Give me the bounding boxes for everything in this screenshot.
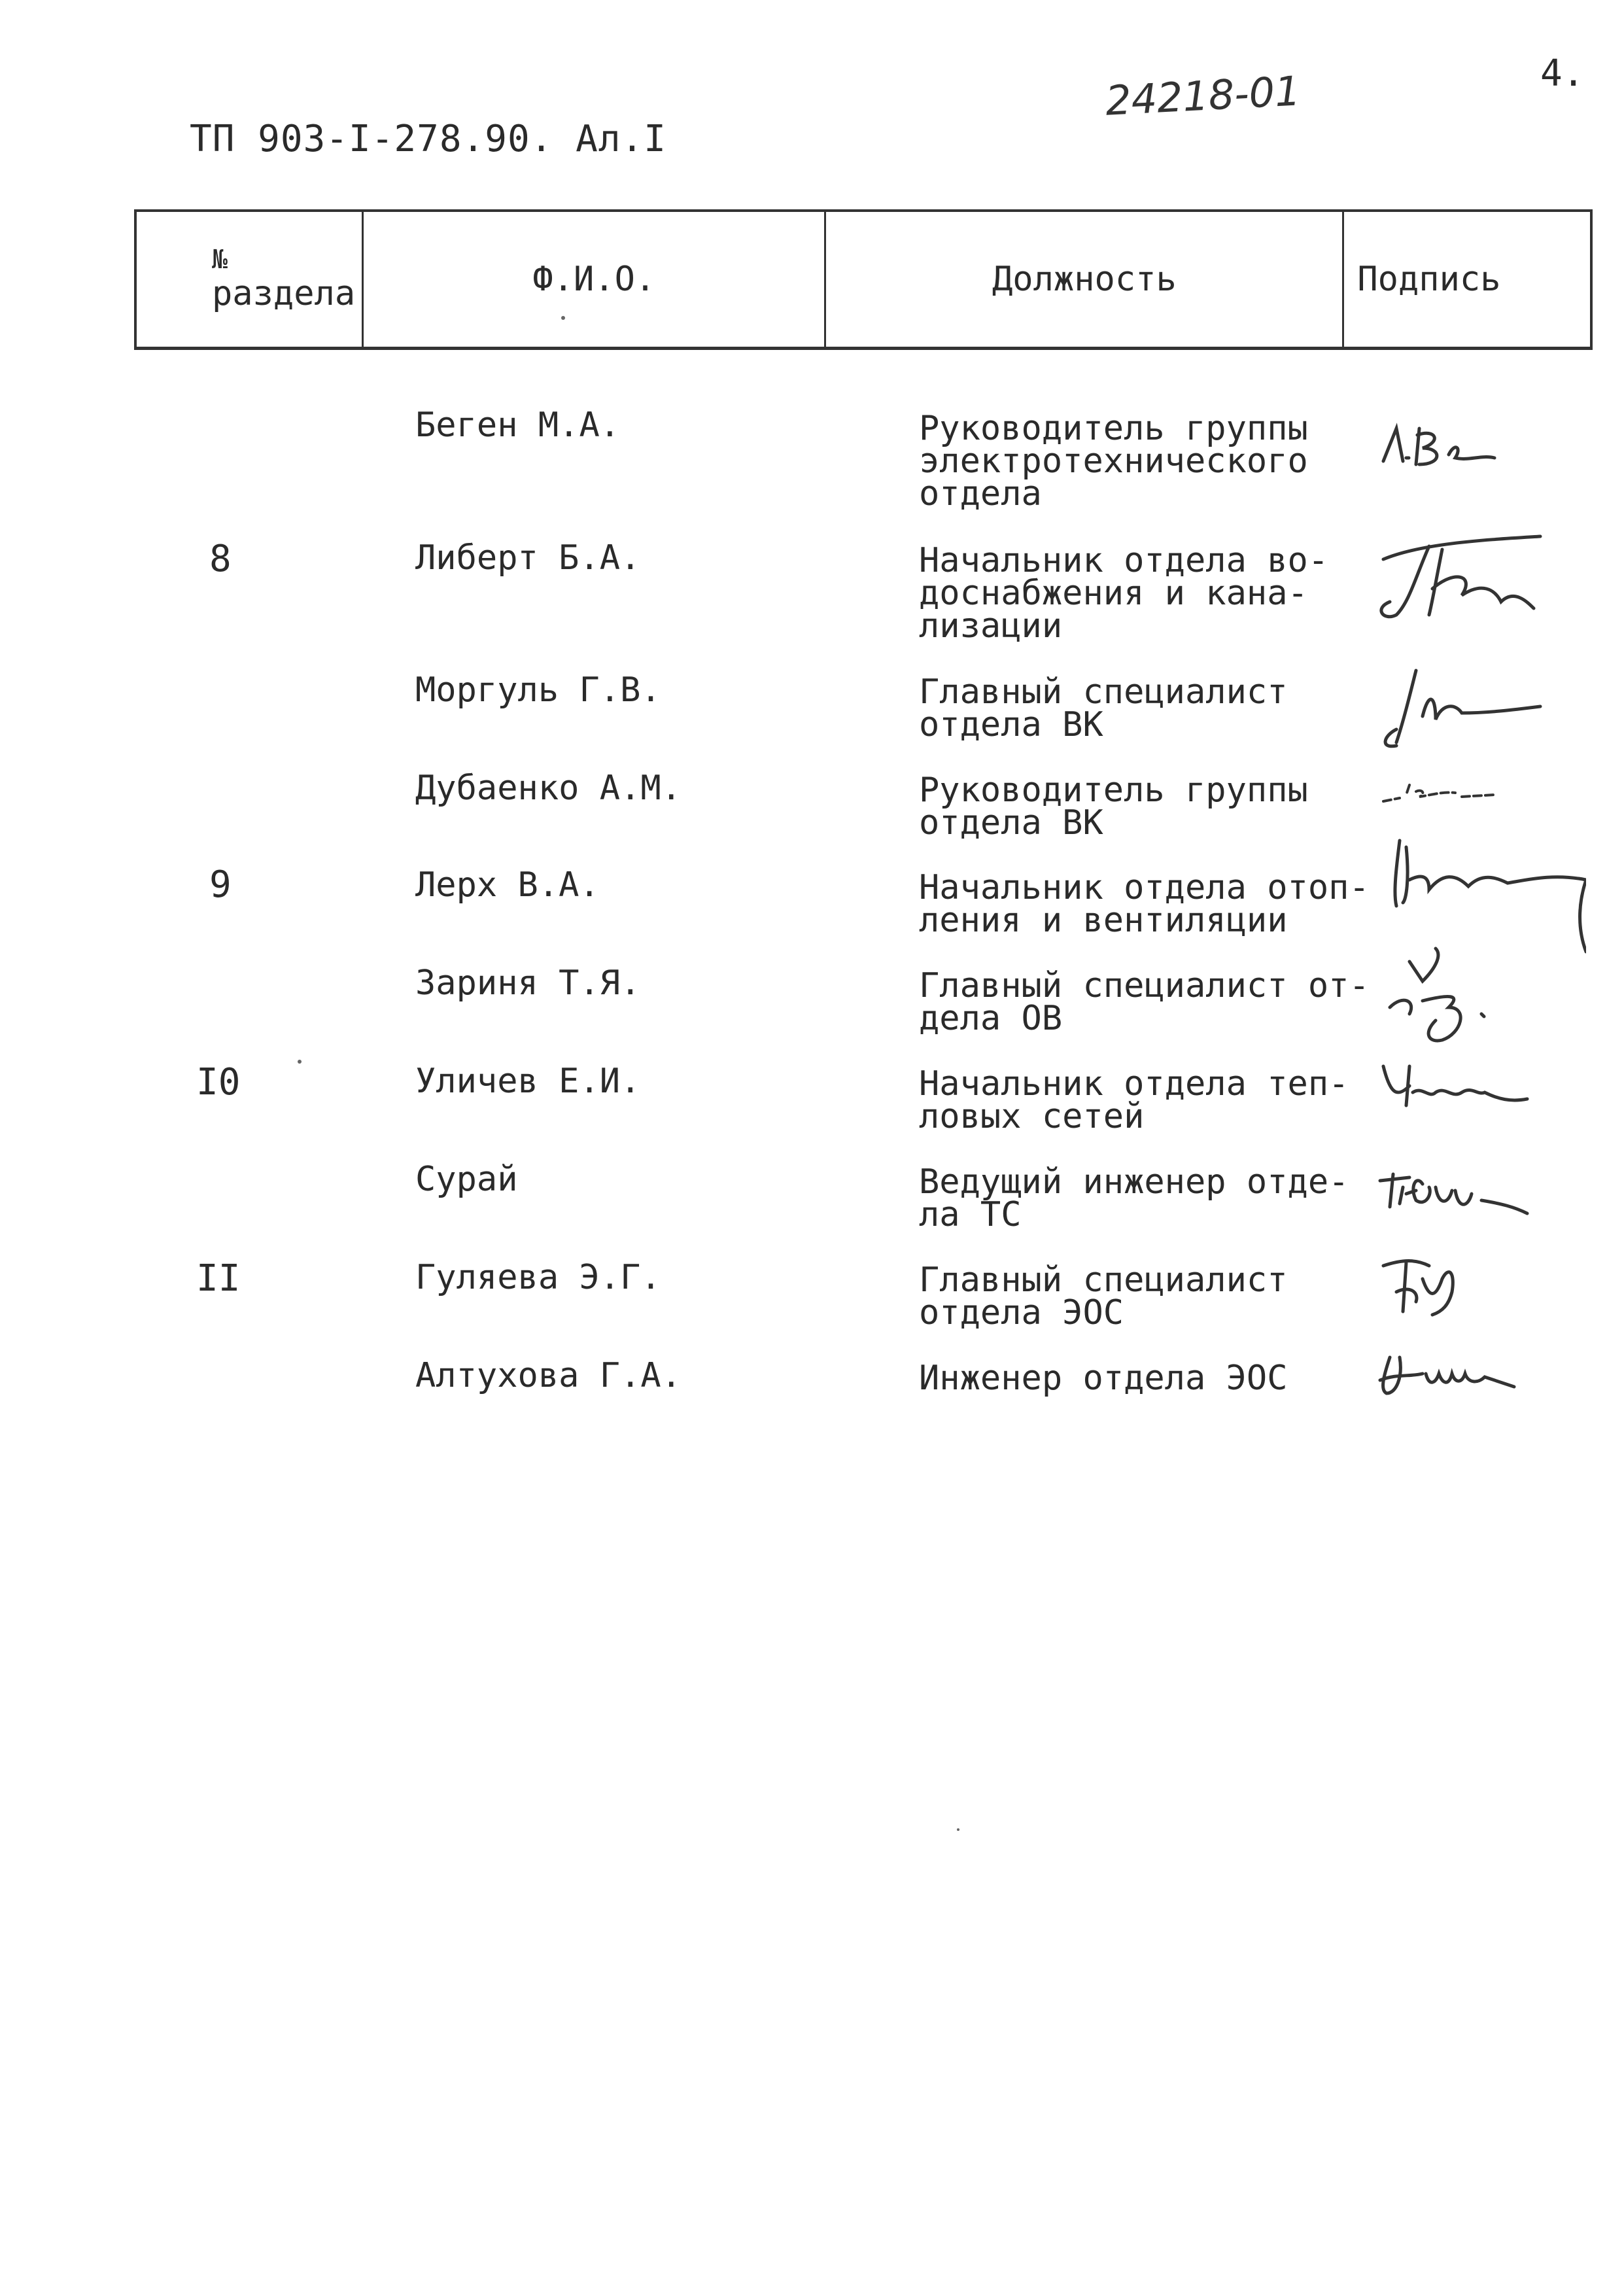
row-signature bbox=[1370, 1155, 1586, 1233]
row-signature bbox=[1370, 922, 1586, 1066]
row-section: 8 bbox=[209, 538, 232, 580]
row-position: Начальник отдела отоп- ления и вентиляции bbox=[919, 868, 1370, 940]
scan-speck bbox=[298, 1060, 302, 1064]
row-signature bbox=[1370, 765, 1586, 818]
page-number: 4. bbox=[1540, 52, 1585, 95]
header-signature-cell: Подпись bbox=[1357, 260, 1501, 299]
row-signature bbox=[1370, 523, 1586, 628]
row-name: Лерх В.А. bbox=[415, 865, 600, 905]
row-name: Алтухова Г.А. bbox=[415, 1356, 682, 1395]
header-section-cell bbox=[137, 212, 364, 347]
row-position: Главный специалист от- дела ОВ bbox=[919, 966, 1370, 1038]
header-section-number-symbol: № bbox=[212, 245, 228, 275]
row-name: Моргуль Г.В. bbox=[415, 670, 661, 710]
row-position: Главный специалист отдела ВК bbox=[919, 672, 1288, 744]
scan-speck bbox=[957, 1828, 959, 1831]
row-name: Зариня Т.Я. bbox=[415, 964, 641, 1003]
row-signature bbox=[1370, 657, 1586, 756]
inventory-number: 24218-01 bbox=[1104, 67, 1302, 125]
row-position: Начальник отдела во- доснабжения и кана- лизации bbox=[919, 541, 1329, 646]
table-header bbox=[134, 209, 1593, 350]
row-signature bbox=[1370, 1047, 1586, 1125]
row-position: Ведущий инженер отде- ла ТС bbox=[919, 1162, 1349, 1234]
row-name: Уличев Е.И. bbox=[415, 1062, 641, 1101]
scan-speck bbox=[561, 316, 565, 320]
document-code: ТП 903-I-278.90. Ал.I bbox=[190, 118, 667, 160]
row-section: 9 bbox=[209, 863, 232, 906]
row-section: II bbox=[196, 1257, 241, 1300]
row-name: Либерт Б.А. bbox=[415, 538, 641, 578]
row-signature bbox=[1370, 1240, 1586, 1338]
row-name: Беген М.А. bbox=[415, 406, 621, 445]
row-section: I0 bbox=[196, 1061, 241, 1104]
row-position: Начальник отдела теп- ловых сетей bbox=[919, 1064, 1349, 1136]
header-section-label: раздела bbox=[212, 274, 356, 313]
row-name: Гуляева Э.Г. bbox=[415, 1258, 661, 1297]
row-position: Руководитель группы электротехнического отдела bbox=[919, 409, 1308, 513]
row-name: Сурай bbox=[415, 1160, 518, 1199]
row-position: Инженер отдела ЭОС bbox=[919, 1359, 1288, 1398]
row-position: Главный специалист отдела ЭОС bbox=[919, 1261, 1288, 1332]
row-signature bbox=[1370, 409, 1586, 481]
row-signature bbox=[1370, 1338, 1586, 1403]
row-position: Руководитель группы отдела ВК bbox=[919, 771, 1308, 843]
row-name: Дубаенко А.М. bbox=[415, 769, 682, 808]
header-position-cell: Должность bbox=[826, 212, 1344, 347]
header-name-cell: Ф.И.О. bbox=[364, 212, 826, 347]
